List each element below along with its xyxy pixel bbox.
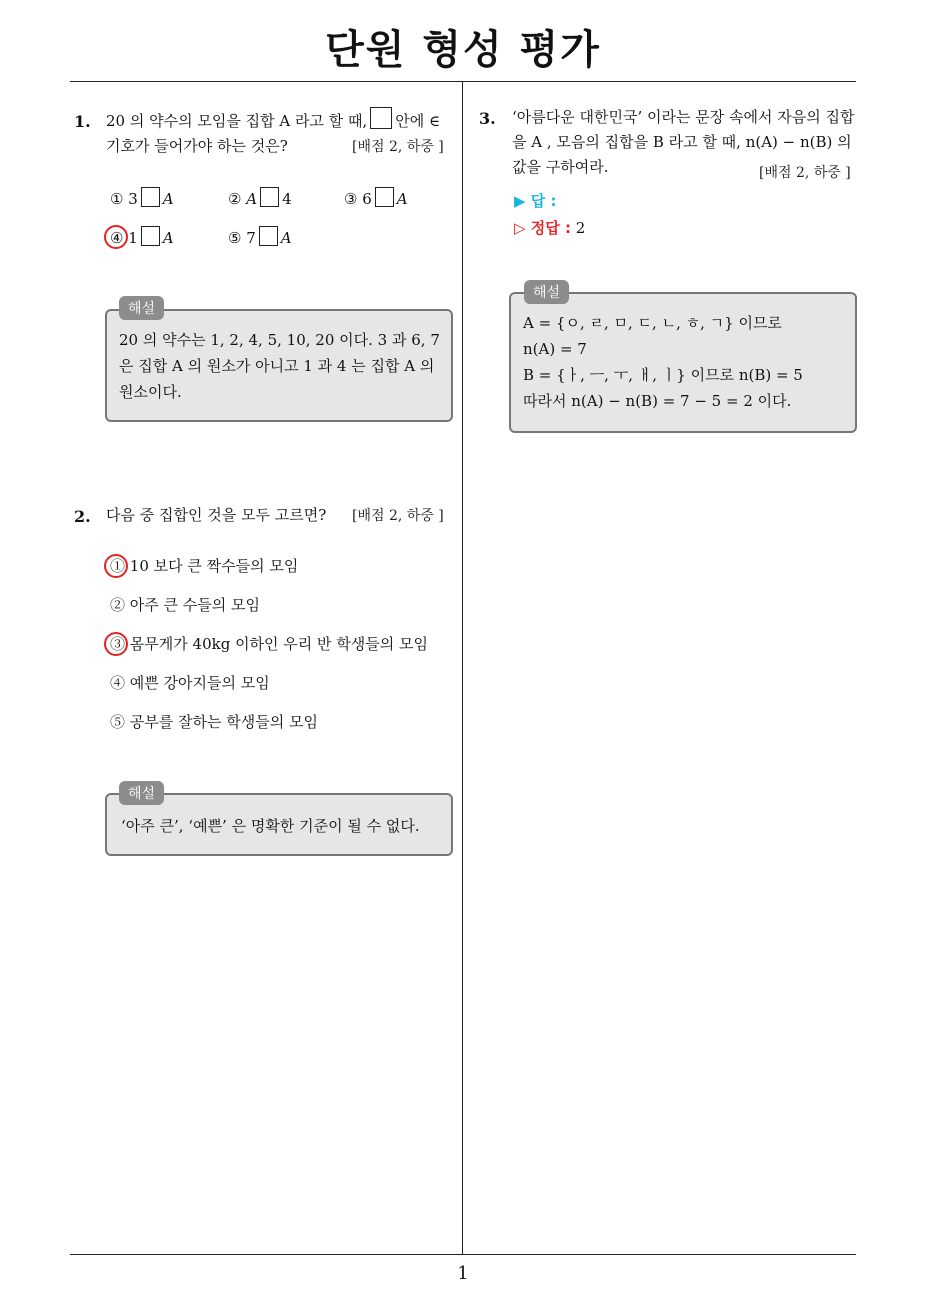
q3-correct-value: 2 [575,219,586,237]
q2-choice-4[interactable] [110,672,270,694]
choice-left: A [246,190,258,208]
q3-explanation-box [509,292,857,433]
q2-choice-5[interactable] [110,711,318,733]
q1-explanation-line: 20 의 약수는 1, 2, 4, 5, 10, 20 이다. 3 과 6, 7 [119,331,440,349]
q3-meta: [배점 2, 하중 ] [759,165,851,181]
choice-mark: ⑤ [110,713,126,731]
q1-explanation-line: 은 집합 A 의 원소가 아니고 1 과 4 는 집합 A 의 [119,357,435,375]
choice-left: 3 [128,190,138,208]
q3-number: 3. [479,109,496,128]
q3-explanation-tag: 해설 [524,280,569,304]
q1-choice-1[interactable] [110,187,174,210]
choice-mark: ④ [110,229,124,247]
choice-text: 10 보다 큰 짝수들의 모임 [129,557,299,575]
choice-blank-box [260,187,279,207]
footer-rule [70,1254,856,1255]
choice-mark: ② [228,190,242,208]
q2-choice-1[interactable] [110,555,298,577]
choice-right: A [280,229,292,247]
q1-explanation-line: 원소이다. [119,383,182,401]
header-rule [70,81,856,82]
choice-left: 7 [246,229,256,247]
choice-right: A [162,229,174,247]
q2-number: 2. [74,507,91,526]
choice-left: 1 [128,229,138,247]
q3-line3: 값을 구하여라. [512,158,609,176]
q1-explanation-box [105,309,453,422]
q2-choice-2[interactable] [110,594,260,616]
q3-explanation-line: 따라서 n(A) − n(B) = 7 − 5 = 2 이다. [523,392,792,410]
q1-choice-3[interactable] [344,187,408,210]
q1-choice-5[interactable] [228,226,292,249]
choice-blank-box [375,187,394,207]
q2-meta: [배점 2, 하중 ] [352,508,444,524]
choice-mark: ⑤ [228,229,242,247]
q1-blank-box [370,107,392,129]
q1-number: 1. [74,112,91,131]
q1-line2: 기호가 들어가야 하는 것은? [106,137,288,155]
choice-mark: ③ [344,190,358,208]
q3-explanation-line: B = {ㅏ, ㅡ, ㅜ, ㅐ, ㅣ} 이므로 n(B) = 5 [523,366,803,384]
q2-explanation-tag: 해설 [119,781,164,805]
choice-mark: ③ [110,635,126,653]
choice-text: 아주 큰 수들의 모임 [129,596,261,614]
q1-meta: [배점 2, 하중 ] [352,139,444,155]
q3-line1: ‘아름다운 대한민국’ 이라는 문장 속에서 자음의 집합 [512,108,855,126]
correct-answer-circle [104,554,128,578]
correct-answer-circle [104,632,128,656]
q1-explanation-tag: 해설 [119,296,164,320]
choice-text: 몸무게가 40kg 이하인 우리 반 학생들의 모임 [129,635,429,653]
choice-right: A [162,190,174,208]
choice-mark: ④ [110,674,126,692]
q3-answer-label: ▶ 답 : [514,192,557,210]
q1-choice-2[interactable] [228,187,292,210]
q3-explanation-line: A = {ㅇ, ㄹ, ㅁ, ㄷ, ㄴ, ㅎ, ㄱ} 이므로 [523,314,782,332]
q1-line1b: 안에 ∈ [395,112,441,130]
q2-choice-3[interactable] [110,633,428,655]
choice-mark: ① [110,557,126,575]
q3-line2: 을 A , 모음의 집합을 B 라고 할 때, n(A) − n(B) 의 [512,133,852,151]
q3-correct-label: ▷ 정답 : [514,219,571,237]
choice-mark: ② [110,596,126,614]
choice-blank-box [141,226,160,246]
q3-explanation-line: n(A) = 7 [523,340,587,358]
q1-line1: 20 의 약수의 모임을 집합 A 라고 할 때, [106,112,368,130]
q3-correct-answer [514,217,585,238]
correct-answer-circle [104,225,128,249]
q2-explanation-text: ‘아주 큰’, ‘예쁜’ 은 명확한 기준이 될 수 없다. [121,817,420,835]
choice-mark: ① [110,190,124,208]
page-title: 단원 형성 평가 [325,27,601,73]
choice-blank-box [141,187,160,207]
choice-right: 4 [282,190,292,208]
choice-right: A [396,190,408,208]
choice-text: 예쁜 강아지들의 모임 [129,674,270,692]
choice-left: 6 [362,190,372,208]
choice-blank-box [259,226,278,246]
page-number: 1 [457,1263,469,1284]
choice-text: 공부를 잘하는 학생들의 모임 [129,713,318,731]
q2-text: 다음 중 집합인 것을 모두 고르면? [106,506,327,524]
column-divider [462,82,463,1254]
